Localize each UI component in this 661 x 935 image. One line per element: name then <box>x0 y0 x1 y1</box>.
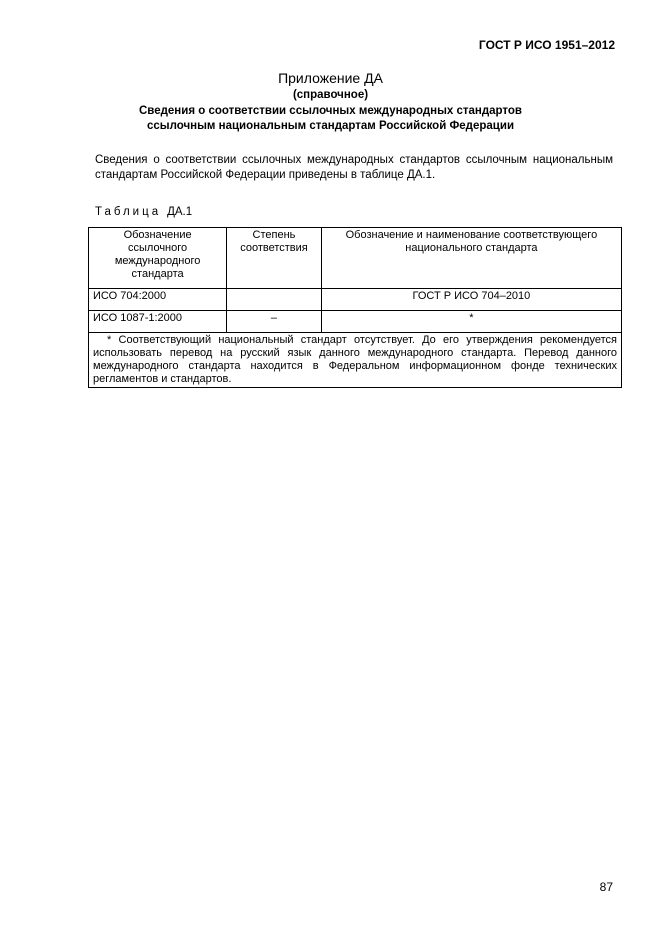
appendix-heading-line-2: ссылочным национальным стандартам Российской Федерации <box>146 120 515 132</box>
intro-paragraph: Сведения о соответствии ссылочных международных стандартов ссылочным национальным стандартам Российской Федерации приведены в таблице ДА.1. <box>95 154 613 181</box>
table-footnote: * Соответствующий национальный стандарт отсутствует. До его утверждения рекомендуется использовать перевод на русский язык данного международного стандарта. Перевод данного международного стандарта находится в Федеральном информационном фонде технических регламентов и стандартов. <box>93 334 617 385</box>
page-number: 87 <box>599 880 613 894</box>
document-code: ГОСТ Р ИСО 1951–2012 <box>478 38 615 52</box>
table-footnote-cell <box>89 333 622 388</box>
correspondence-table <box>88 227 622 388</box>
table-caption-number: ДА.1 <box>167 206 193 218</box>
cell-intl-standard: ИСО 704:2000 <box>89 289 227 311</box>
header-intl-standard: Обозначение ссылочного международного стандарта <box>89 228 227 289</box>
table-footnote-row <box>89 333 622 388</box>
appendix-title: Приложение ДА <box>278 70 383 86</box>
cell-national-standard: ГОСТ Р ИСО 704–2010 <box>321 289 621 311</box>
appendix-type: (справочное) <box>292 89 369 101</box>
appendix-heading-line-1: Сведения о соответствии ссылочных международных стандартов <box>138 105 522 117</box>
table-caption <box>95 206 192 218</box>
table-row <box>89 311 622 333</box>
table-row <box>89 289 622 311</box>
cell-intl-standard: ИСО 1087-1:2000 <box>89 311 227 333</box>
cell-national-standard: * <box>321 311 621 333</box>
cell-degree: – <box>227 311 322 333</box>
header-national-standard: Обозначение и наименование соответствующего национального стандарта <box>321 228 621 289</box>
header-degree: Степень соответствия <box>227 228 322 289</box>
appendix-heading <box>0 104 661 134</box>
table-header-row <box>89 228 622 289</box>
table-caption-label: Таблица <box>95 206 162 218</box>
cell-degree <box>227 289 322 311</box>
